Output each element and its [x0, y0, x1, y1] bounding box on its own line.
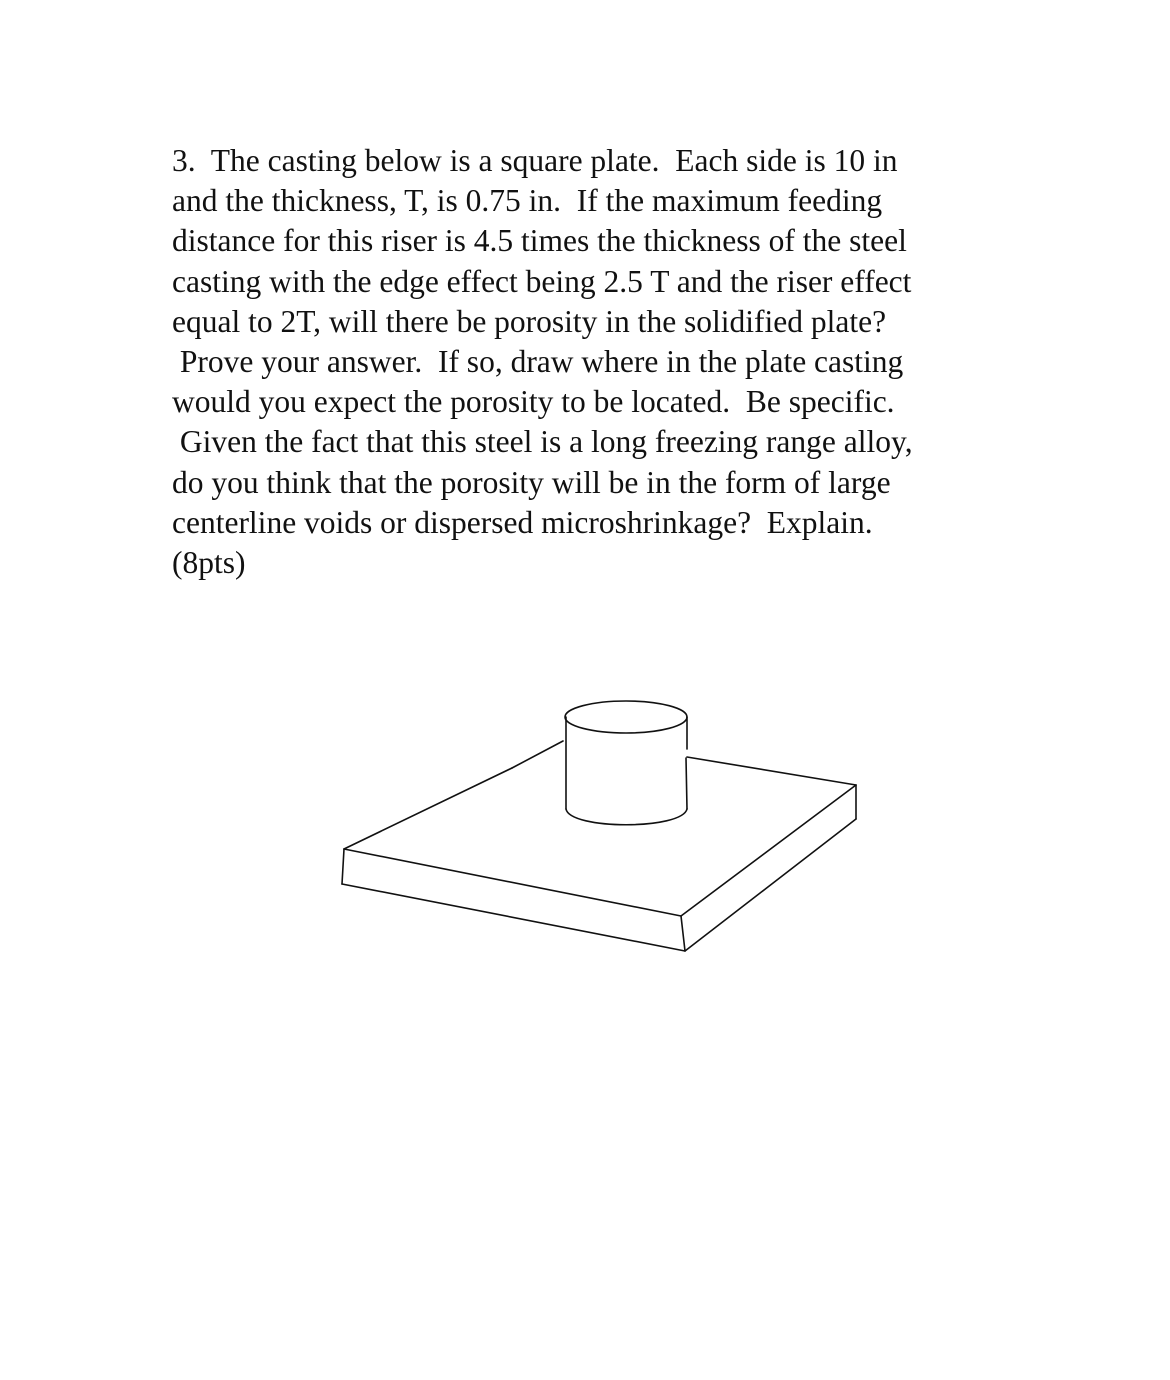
- plate-icon: [342, 741, 856, 951]
- question-line-9: do you think that the porosity will be in the form of large: [172, 464, 891, 500]
- question-line-3: distance for this riser is 4.5 times the thickness of the steel: [172, 223, 907, 259]
- question-line-2: and the thickness, T, is 0.75 in. If the maximum feeding: [172, 183, 883, 219]
- question-line-4: casting with the edge effect being 2.5 T and the riser effect: [172, 263, 912, 299]
- plate-top-front-edge: [344, 849, 681, 916]
- question-line-8: Given the fact that this steel is a long freezing range alloy,: [172, 424, 913, 460]
- question-line-11: (8pts): [172, 545, 246, 581]
- plate-front-bottom-edge: [342, 884, 685, 951]
- question-line-5: equal to 2T, will there be porosity in the solidified plate?: [172, 303, 887, 339]
- plate-top-right-far-edge: [687, 757, 856, 785]
- plate-left-vertical-edge: [342, 849, 344, 884]
- plate-top-left-near-riser-edge: [512, 741, 563, 768]
- plate-top-right-edge: [681, 785, 856, 916]
- question-line-6: Prove your answer. If so, draw where in the plate casting: [172, 344, 904, 380]
- question-line-1: 3. The casting below is a square plate. Each side is 10 in: [172, 143, 898, 178]
- question-line-7: would you expect the porosity to be located. Be specific.: [172, 384, 895, 420]
- question-text: [172, 141, 1002, 583]
- riser-icon: [565, 701, 687, 825]
- riser-top-ellipse: [565, 701, 687, 733]
- riser-bottom-arc: [566, 809, 687, 825]
- plate-top-left-far-edge: [344, 768, 512, 849]
- riser-right-side: [686, 717, 687, 809]
- question-line-10: centerline voids or dispersed microshrinkage? Explain.: [172, 504, 873, 540]
- plate-front-corner-edge: [681, 916, 685, 951]
- plate-right-bottom-edge: [685, 819, 856, 951]
